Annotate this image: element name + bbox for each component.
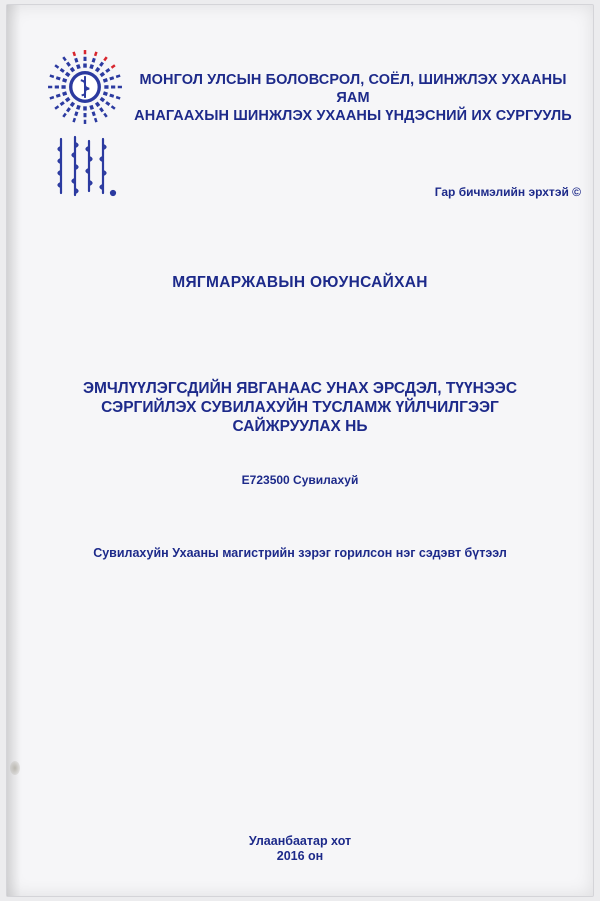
emblem-ray xyxy=(56,78,60,79)
emblem-ray xyxy=(50,97,54,98)
place-and-year xyxy=(7,834,593,864)
emblem-ray xyxy=(66,98,69,100)
emblem-ray xyxy=(67,63,69,66)
emblem-ray xyxy=(76,112,77,116)
degree-statement: Сувилахуйн Ухааны магистрийн зэрэг горилсон нэг сэдэвт бүтээл xyxy=(93,546,507,560)
institution-header xyxy=(133,71,573,125)
emblem-ray xyxy=(104,57,106,60)
emblem-ray xyxy=(110,95,114,96)
emblem-ray xyxy=(101,98,104,100)
emblem-ray xyxy=(71,68,73,71)
emblem-ray xyxy=(50,76,54,77)
emblem-ray xyxy=(71,103,73,106)
emblem-ray xyxy=(56,95,60,96)
emblem-ray xyxy=(67,108,69,111)
emblem-ray xyxy=(103,80,107,81)
emblem-ray xyxy=(112,106,115,108)
emblem-ray xyxy=(74,52,75,56)
emblem-ray xyxy=(96,68,98,71)
emblem-ray xyxy=(100,108,102,111)
emblem-ray xyxy=(55,65,58,67)
university-name: АНАГААХЫН ШИНЖЛЭХ УХААНЫ ҮНДЭСНИЙ ИХ СУРГУУЛЬ xyxy=(134,108,572,124)
emblem-ray xyxy=(116,76,120,77)
emblem-ray xyxy=(106,69,109,71)
emblem-ray xyxy=(91,105,92,109)
emblem-ray xyxy=(55,106,58,108)
city: Улаанбаатар хот xyxy=(248,834,352,848)
mongolian-script-logo xyxy=(51,135,121,197)
emblem-ray xyxy=(95,118,96,122)
emblem-ray xyxy=(78,105,79,109)
emblem-ray xyxy=(78,65,79,69)
emblem-ray xyxy=(110,78,114,79)
emblem-ray xyxy=(106,102,109,104)
emblem-ray xyxy=(76,58,77,62)
emblem-ray xyxy=(104,114,106,117)
emblem-ray xyxy=(93,112,94,116)
emblem-ray xyxy=(112,65,115,67)
emblem-ray xyxy=(91,65,92,69)
emblem-ray xyxy=(63,114,65,117)
ministry-name: МОНГОЛ УЛСЫН БОЛОВСРОЛ, СОЁЛ, ШИНЖЛЭХ УХААНЫ ЯАМ xyxy=(139,72,567,106)
emblem-ray xyxy=(61,69,64,71)
thesis-title xyxy=(47,379,553,436)
emblem-ray xyxy=(101,73,104,75)
emblem-ray xyxy=(95,52,96,56)
emblem-ray xyxy=(96,103,98,106)
emblem-ray xyxy=(93,58,94,62)
thesis-title-line-3: САЙЖРУУЛАХ НЬ xyxy=(232,418,368,435)
emblem-ray xyxy=(103,93,107,94)
emblem-ray xyxy=(100,63,102,66)
emblem-ray xyxy=(116,97,120,98)
emblem-ray xyxy=(63,93,67,94)
emblem-ray xyxy=(61,102,64,104)
author-name: МЯГМАРЖАВЫН ОЮУНСАЙХАН xyxy=(172,274,428,291)
emblem-ray xyxy=(63,57,65,60)
emblem-ray xyxy=(74,118,75,122)
book-cover xyxy=(6,4,594,897)
copyright-notice: Гар бичмэлийн эрхтэй © xyxy=(434,185,581,199)
emblem-ray xyxy=(66,73,69,75)
cover-smudge xyxy=(10,761,20,775)
emblem-ray xyxy=(63,80,67,81)
year: 2016 он xyxy=(276,849,324,863)
thesis-title-line-1: ЭМЧЛҮҮЛЭГСДИЙН ЯВГАНААС УНАХ ЭРСДЭЛ, ТҮҮНЭЭС xyxy=(82,380,518,397)
thesis-title-line-2: СЭРГИЙЛЭХ СУВИЛАХУЙН ТУСЛАМЖ ҮЙЛЧИЛГЭЭГ xyxy=(101,399,499,416)
specialty-code: E723500 Сувилахуй xyxy=(241,473,359,487)
university-emblem-icon xyxy=(43,45,127,129)
